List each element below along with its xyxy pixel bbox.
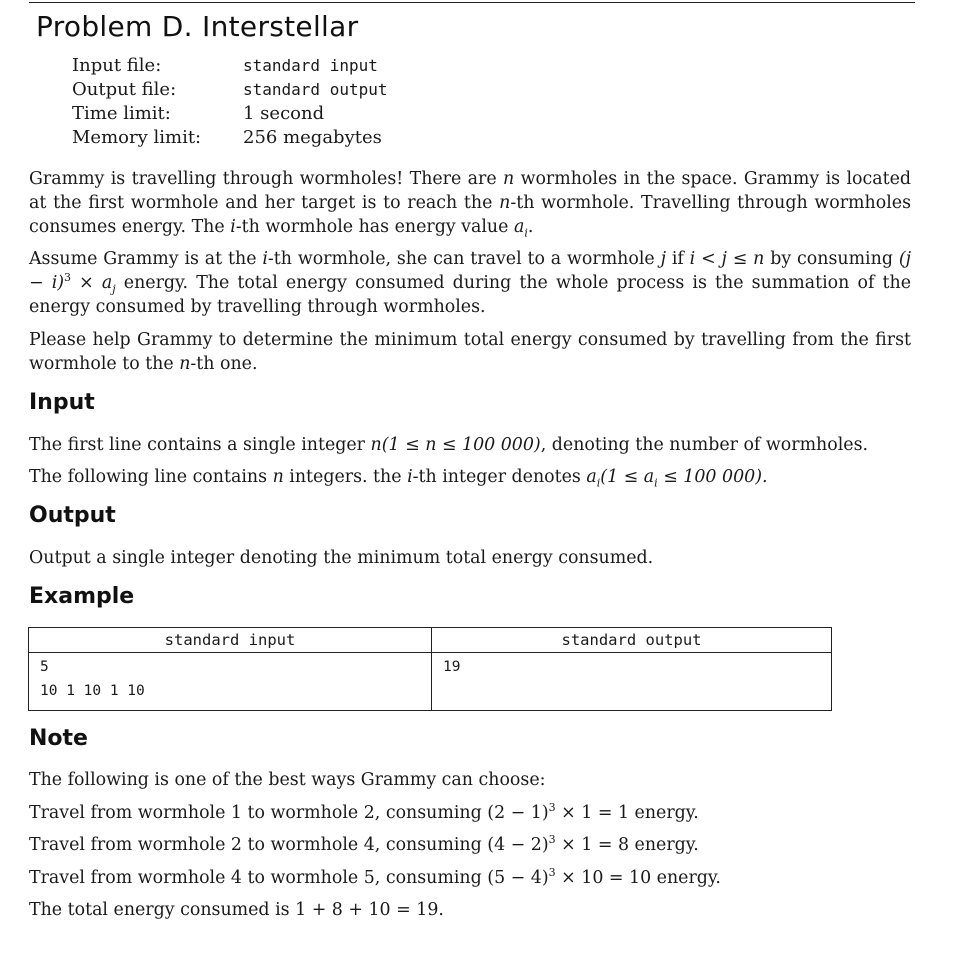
limit-value: standard input (243, 56, 378, 75)
output-text: Output a single integer denoting the minimum total energy consumed. (29, 548, 654, 568)
statement-paragraph-3: Please help Grammy to determine the minimum total energy consumed by travelling from the first wormhole to the n-th one. (29, 330, 911, 374)
example-output-header: standard output (432, 628, 831, 653)
note-step: Travel from wormhole 2 to wormhole 4, consuming $(4 - 2)^3 \times 1 = 8$ energy. (29, 833, 699, 855)
input-line-2: The following line contains n integers. the i-th integer denotes $a_i(1 \le a_i \le 100$ 000). (29, 467, 768, 490)
note-intro: The following is one of the best ways Grammy can choose: (29, 770, 546, 790)
example-heading: Example (29, 584, 135, 609)
note-step: Travel from wormhole 4 to wormhole 5, consuming $(5 - 4)^3 \times 10 = 10$ energy. (29, 866, 721, 888)
example-input-column (29, 628, 432, 710)
note-step: Travel from wormhole 1 to wormhole 2, consuming $(2 - 1)^3 \times 1 = 1$ energy. (29, 801, 699, 823)
limit-value: 1 second (243, 103, 325, 124)
problem-title: Problem D. Interstellar (36, 10, 359, 43)
statement-paragraph-1: Grammy is travelling through wormholes! There are n wormholes in the space. Grammy is located at the first wormhole and her target is to reach the n-th wormhole. Travelling through wormholes consumes energy. The i-th wormhole has energy value $a_i$. (29, 169, 912, 240)
statement-paragraph-2: Assume Grammy is at the i-th wormhole, she can travel to a wormhole j if i < j ≤ n by consuming $(j - i)^3 \times a_j$ energy. The total energy consumed during the whole process is the summation of the energy consumed by travelling through wormholes. (29, 249, 911, 317)
input-line-1: The first line contains a single integer n(1 ≤ n ≤ 100 000), denoting the number of wormholes. (29, 435, 869, 455)
example-table (28, 627, 832, 711)
output-heading: Output (29, 503, 116, 528)
note-heading: Note (29, 726, 88, 751)
limit-label: Input file: (72, 55, 162, 76)
example-input-body[interactable]: 5 10 1 10 1 10 (40, 659, 145, 699)
limit-row-time-limit (72, 102, 388, 126)
limit-label: Time limit: (72, 103, 171, 124)
limit-row-memory-limit (72, 126, 388, 150)
example-output-body[interactable]: 19 (443, 659, 461, 675)
limit-value: 256 megabytes (243, 127, 382, 148)
limit-label: Memory limit: (72, 127, 202, 148)
example-output-column (432, 628, 831, 710)
note-total: The total energy consumed is 1 + 8 + 10 = 19. (29, 900, 444, 920)
input-heading: Input (29, 390, 95, 415)
limit-row-input-file (72, 54, 388, 78)
limit-label: Output file: (72, 79, 177, 100)
limit-row-output-file (72, 78, 388, 102)
limit-value: standard output (243, 80, 388, 99)
limits-table (72, 54, 388, 150)
top-rule (29, 2, 915, 3)
example-input-header: standard input (29, 628, 431, 653)
